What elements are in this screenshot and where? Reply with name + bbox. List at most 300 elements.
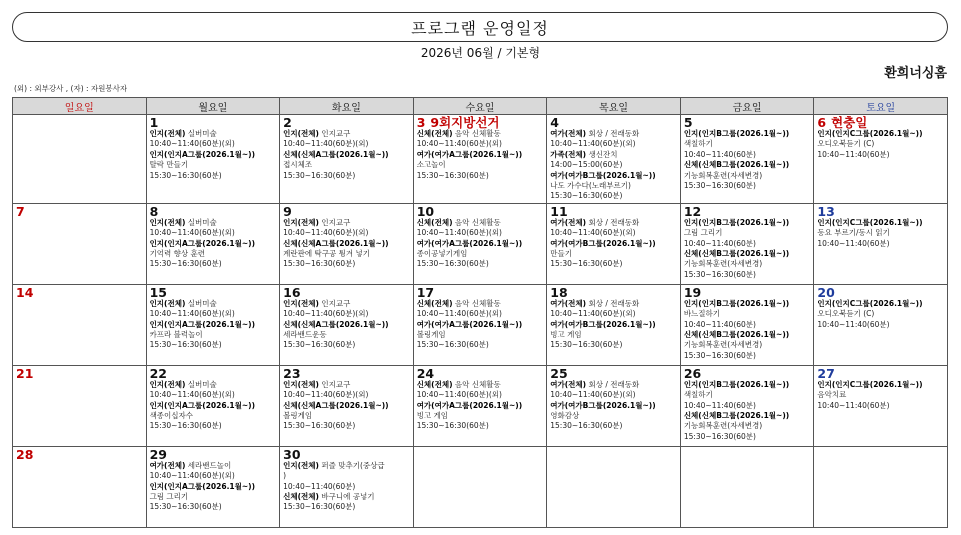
program-detail: 실버미술 (185, 217, 217, 227)
day-number (16, 448, 143, 461)
program-line (684, 139, 811, 149)
day-number-text: 11 (550, 203, 568, 219)
calendar-day-cell (13, 365, 147, 446)
program-line (283, 299, 410, 309)
program-line (417, 411, 544, 421)
program-detail: 15:30~16:30(60분) (149, 259, 222, 269)
program-line (283, 502, 410, 512)
program-line (283, 471, 410, 481)
program-line (283, 150, 410, 160)
program-category: 신체(전체) (283, 492, 319, 502)
program-line (417, 309, 544, 319)
calendar-day-cell (413, 365, 547, 446)
program-detail: 기능회복훈련(자세변경) (683, 340, 763, 350)
program-line (684, 228, 811, 238)
program-line (817, 150, 944, 160)
calendar-day-cell (280, 203, 414, 284)
program-detail: 카프라 블럭놀이 (149, 330, 203, 340)
program-line (150, 218, 277, 228)
calendar-table (12, 97, 948, 528)
program-line (817, 390, 944, 400)
program-line (417, 320, 544, 330)
program-detail: 색칠하기 (683, 390, 713, 400)
day-number-text: 1 (149, 115, 159, 130)
program-line (684, 401, 811, 411)
day-number-text: 29 (149, 446, 167, 462)
program-line (417, 218, 544, 228)
program-line (417, 171, 544, 181)
day-number-text: 16 (283, 284, 301, 300)
day-number (684, 286, 811, 299)
day-number-text: 17 (416, 284, 435, 300)
calendar-day-cell (146, 446, 280, 527)
program-line (417, 421, 544, 431)
program-detail: 탈락 만들기 (149, 160, 189, 170)
calendar-week-row (13, 446, 948, 527)
program-category: 인지(인지C그룹(2026.1월~)) (817, 129, 923, 138)
program-detail: ) (283, 471, 287, 481)
program-category: 인지(인지A그룹(2026.1월~)) (149, 149, 256, 159)
day-number (550, 116, 677, 129)
day-number-text: 15 (149, 284, 167, 300)
calendar-day-cell (814, 446, 948, 527)
day-number (150, 286, 277, 299)
program-line (550, 320, 677, 330)
program-category: 인지(인지A그룹(2026.1월~)) (149, 400, 256, 410)
program-detail: 볼링게임 (416, 330, 446, 340)
program-line (417, 340, 544, 350)
program-detail: 영화감상 (550, 411, 580, 421)
program-line (550, 218, 677, 228)
program-category: 인지(인지C그룹(2026.1월~)) (817, 217, 923, 227)
day-number (283, 116, 410, 129)
program-line (684, 218, 811, 228)
calendar-week-row (13, 365, 948, 446)
program-line (550, 228, 677, 238)
program-line (150, 390, 277, 400)
program-line (283, 330, 410, 340)
program-detail: 종이공넣기게임 (416, 249, 468, 259)
program-line (684, 421, 811, 431)
program-line (550, 239, 677, 249)
day-number (550, 205, 677, 218)
program-line (417, 330, 544, 340)
holiday-label: 9회지방선거 (430, 115, 500, 130)
day-number-text: 21 (16, 365, 34, 381)
program-line (684, 340, 811, 350)
page-title: 프로그램 운영일정 (411, 18, 549, 38)
calendar-day-cell (547, 365, 681, 446)
day-number-text: 30 (283, 446, 301, 462)
day-number (150, 367, 277, 380)
program-line (283, 401, 410, 411)
program-detail: 15:30~16:30(60분) (283, 502, 356, 512)
day-number-text: 27 (817, 365, 835, 381)
program-detail: 오디오북듣기 (C) (817, 309, 875, 319)
day-number-text: 5 (683, 115, 693, 130)
day-number (16, 205, 143, 218)
program-line (417, 259, 544, 269)
day-number (417, 205, 544, 218)
day-number-text: 25 (550, 365, 568, 381)
schedule-title-box (12, 12, 948, 42)
day-number-text: 24 (416, 365, 435, 381)
day-number (417, 116, 544, 129)
program-category: 여가(여가B그룹(2026.1월~)) (550, 400, 656, 410)
program-detail: 퍼즐 맞추기(중상급 (318, 460, 385, 470)
program-line (684, 249, 811, 259)
program-category: 인지(전체) (283, 298, 319, 308)
program-category: 신체(신체B그룹(2026.1월~)) (683, 411, 790, 421)
day-number (283, 286, 410, 299)
program-line (817, 228, 944, 238)
program-detail: 음악 신체활동 (452, 298, 501, 308)
program-detail: 10:40~11:40(60분)(외) (416, 390, 502, 400)
program-detail: 15:30~16:30(60분) (416, 340, 489, 350)
program-detail: 인지교구 (318, 379, 351, 389)
program-category: 인지(인지B그룹(2026.1월~)) (683, 379, 790, 389)
program-line (283, 390, 410, 400)
program-line (150, 461, 277, 471)
program-line (283, 228, 410, 238)
calendar-day-cell (680, 284, 814, 365)
day-number (283, 205, 410, 218)
program-detail: 빙고 게임 (416, 411, 449, 421)
program-line (150, 401, 277, 411)
program-detail: 10:40~11:40(60분)(외) (149, 471, 235, 481)
program-detail: 기능회복훈련(자세변경) (683, 170, 763, 180)
program-detail: 10:40~11:40(60분) (817, 319, 890, 329)
program-detail: 색종이십자수 (149, 411, 194, 421)
calendar-day-cell (413, 446, 547, 527)
calendar-day-cell (814, 365, 948, 446)
program-line (817, 218, 944, 228)
program-line (684, 299, 811, 309)
program-detail: 10:40~11:40(60분)(외) (149, 139, 235, 149)
program-detail: 10:40~11:40(60분) (283, 481, 356, 491)
day-number (150, 116, 277, 129)
program-category: 신체(신체A그룹(2026.1월~)) (283, 149, 389, 159)
program-line (684, 129, 811, 139)
program-line (550, 150, 677, 160)
calendar-day-cell (280, 284, 414, 365)
program-category: 인지(전체) (149, 129, 186, 138)
program-category: 신체(전체) (416, 217, 453, 227)
program-line (550, 411, 677, 421)
day-number (283, 448, 410, 461)
program-line (550, 160, 677, 170)
program-detail: 10:40~11:40(60분)(외) (283, 390, 369, 400)
program-line (150, 411, 277, 421)
program-line (150, 340, 277, 350)
program-line (550, 129, 677, 139)
program-detail: 기능회복훈련(자세변경) (683, 259, 763, 269)
program-line (150, 228, 277, 238)
program-detail: 15:30~16:30(60분) (283, 259, 356, 269)
calendar-day-cell (547, 203, 681, 284)
calendar-day-cell (146, 203, 280, 284)
day-number-text: 2 (283, 115, 292, 130)
program-detail: 15:30~16:30(60분) (550, 191, 623, 201)
program-line (684, 390, 811, 400)
program-detail: 10:40~11:40(60분)(외) (550, 309, 636, 319)
program-detail: 15:30~16:30(60분) (283, 170, 356, 180)
program-line (283, 492, 410, 502)
program-detail: 10:40~11:40(60분)(외) (149, 228, 235, 238)
program-line (550, 139, 677, 149)
day-number (550, 367, 677, 380)
program-category: 인지(인지B그룹(2026.1월~)) (683, 129, 790, 138)
program-line (283, 380, 410, 390)
program-line (684, 351, 811, 361)
calendar-day-cell (13, 446, 147, 527)
day-number-text: 8 (149, 203, 159, 219)
day-number-text: 14 (16, 284, 34, 300)
program-detail: 그림 그리기 (149, 492, 189, 502)
day-number (16, 367, 143, 380)
program-line (684, 309, 811, 319)
program-category: 여가(여가A그룹(2026.1월~)) (416, 149, 523, 159)
program-line (550, 401, 677, 411)
program-detail: 15:30~16:30(60분) (149, 340, 222, 350)
program-line (550, 191, 677, 201)
calendar-day-cell (680, 446, 814, 527)
program-line (150, 299, 277, 309)
program-line (684, 239, 811, 249)
program-line (417, 139, 544, 149)
program-line (417, 380, 544, 390)
calendar-week-row (13, 203, 948, 284)
program-detail: 실버미술 (185, 129, 217, 138)
program-line (283, 320, 410, 330)
program-line (283, 340, 410, 350)
calendar-day-cell (13, 284, 147, 365)
program-category: 신체(신체B그룹(2026.1월~)) (683, 160, 790, 170)
program-line (684, 380, 811, 390)
program-line (550, 299, 677, 309)
program-detail: 10:40~11:40(60분)(외) (416, 139, 502, 149)
program-category: 신체(전체) (416, 129, 453, 138)
program-line (684, 259, 811, 269)
day-number (684, 116, 811, 129)
program-line (417, 299, 544, 309)
program-category: 여가(여가A그룹(2026.1월~)) (416, 319, 523, 329)
program-category: 신체(신체B그룹(2026.1월~)) (683, 330, 790, 340)
day-number-text: 28 (16, 446, 34, 462)
program-line (417, 160, 544, 170)
calendar-day-cell (547, 446, 681, 527)
program-detail: 10:40~11:40(60분)(외) (550, 228, 636, 238)
program-detail: 음악 신체활동 (452, 129, 501, 138)
day-number-text: 22 (149, 365, 167, 381)
program-detail: 동요 부르기/동시 읽기 (817, 228, 890, 238)
program-line (150, 421, 277, 431)
day-number-text: 3 (416, 115, 426, 130)
holiday-label: 현충일 (831, 115, 868, 130)
program-detail: 만들기 (550, 249, 572, 259)
program-line (150, 502, 277, 512)
program-detail: 15:30~16:30(60분) (149, 502, 222, 512)
program-category: 신체(신체B그룹(2026.1월~)) (683, 249, 790, 259)
day-number (817, 367, 944, 380)
program-line (684, 181, 811, 191)
program-detail: 15:30~16:30(60분) (550, 259, 623, 269)
program-line (150, 380, 277, 390)
program-line (417, 239, 544, 249)
program-line (283, 421, 410, 431)
program-line (817, 309, 944, 319)
program-line (417, 401, 544, 411)
program-line (417, 249, 544, 259)
program-line (417, 228, 544, 238)
calendar-day-cell (280, 115, 414, 204)
program-detail: 음악 신체활동 (452, 217, 501, 227)
program-detail: 세라밴드놀이 (185, 460, 232, 470)
program-detail: 오디오북듣기 (C) (817, 139, 875, 149)
program-line (283, 218, 410, 228)
program-category: 인지(전체) (149, 298, 186, 308)
weekday-thursday: 목요일 (547, 98, 681, 115)
day-number-text: 26 (683, 365, 702, 381)
program-category: 인지(전체) (149, 217, 186, 227)
program-detail: 10:40~11:40(60분)(외) (149, 390, 235, 400)
day-number (684, 205, 811, 218)
program-line (283, 239, 410, 249)
program-detail: 10:40~11:40(60분) (683, 319, 756, 329)
program-category: 여가(여가B그룹(2026.1월~)) (550, 170, 656, 180)
day-number-text: 7 (16, 203, 25, 219)
program-category: 인지(인지C그룹(2026.1월~)) (817, 298, 923, 308)
program-line (550, 171, 677, 181)
program-detail: 생신잔치 (586, 149, 618, 159)
program-category: 신체(전체) (416, 298, 453, 308)
calendar-day-cell (814, 284, 948, 365)
program-detail: 15:30~16:30(60분) (550, 340, 623, 350)
program-line (684, 411, 811, 421)
program-line (283, 249, 410, 259)
program-line (684, 432, 811, 442)
calendar-day-cell (280, 365, 414, 446)
program-line (150, 239, 277, 249)
program-line (283, 309, 410, 319)
program-line (817, 380, 944, 390)
program-line (150, 160, 277, 170)
program-category: 가족(전체) (550, 149, 587, 159)
program-detail: 15:30~16:30(60분) (283, 421, 356, 431)
day-number (150, 448, 277, 461)
calendar-day-cell (13, 115, 147, 204)
program-category: 인지(전체) (283, 460, 319, 470)
program-line (283, 411, 410, 421)
program-detail: 바느질하기 (683, 309, 721, 319)
program-category: 신체(신체A그룹(2026.1월~)) (283, 400, 389, 410)
program-detail: 10:40~11:40(60분)(외) (416, 228, 502, 238)
program-detail: 회상 / 전래동화 (586, 129, 640, 138)
program-category: 여가(전체) (550, 129, 587, 138)
day-number-text: 13 (817, 203, 835, 219)
weekday-friday: 금요일 (680, 98, 814, 115)
calendar-day-cell (413, 284, 547, 365)
program-detail: 15:30~16:30(60분) (683, 181, 756, 191)
program-detail: 10:40~11:40(60분)(외) (283, 309, 369, 319)
program-detail: 인지교구 (318, 217, 351, 227)
program-line (150, 492, 277, 502)
program-detail: 10:40~11:40(60분)(외) (283, 228, 369, 238)
program-line (684, 330, 811, 340)
program-detail: 회상 / 전래동화 (586, 298, 640, 308)
day-number (16, 286, 143, 299)
calendar-day-cell (146, 365, 280, 446)
program-category: 인지(인지B그룹(2026.1월~)) (683, 217, 790, 227)
program-line (150, 150, 277, 160)
program-line (550, 380, 677, 390)
calendar-day-cell (146, 115, 280, 204)
program-detail: 15:30~16:30(60분) (149, 421, 222, 431)
calendar-week-row (13, 284, 948, 365)
program-detail: 나도 가수다(노래부르기) (550, 181, 631, 191)
calendar-day-cell (680, 365, 814, 446)
program-line (283, 171, 410, 181)
day-number-text: 4 (550, 115, 559, 130)
calendar-day-cell (146, 284, 280, 365)
day-number-text: 10 (416, 203, 435, 219)
program-line (417, 150, 544, 160)
day-number (817, 286, 944, 299)
program-detail: 10:40~11:40(60분) (683, 238, 756, 248)
program-detail: 10:40~11:40(60분) (817, 400, 890, 410)
calendar-day-cell (413, 115, 547, 204)
calendar-day-cell (680, 203, 814, 284)
program-line (150, 139, 277, 149)
program-line (684, 270, 811, 280)
day-number (417, 286, 544, 299)
program-detail: 15:30~16:30(60분) (550, 421, 623, 431)
program-line (417, 129, 544, 139)
program-line (550, 249, 677, 259)
weekday-sunday: 일요일 (13, 98, 147, 115)
program-line (550, 259, 677, 269)
program-detail: 그림 그리기 (683, 228, 723, 238)
weekday-monday: 월요일 (146, 98, 280, 115)
program-detail: 10:40~11:40(60분)(외) (149, 309, 235, 319)
program-detail: 회상 / 전래동화 (586, 379, 640, 389)
program-category: 인지(전체) (283, 379, 319, 389)
program-detail: 음악치료 (817, 390, 847, 400)
program-category: 신체(전체) (416, 379, 453, 389)
weekday-wednesday: 수요일 (413, 98, 547, 115)
program-category: 여가(여가B그룹(2026.1월~)) (550, 319, 656, 329)
calendar-day-cell (680, 115, 814, 204)
program-detail: 실버미술 (185, 379, 217, 389)
program-line (150, 471, 277, 481)
program-detail: 볼링게임 (283, 411, 313, 421)
day-number-text: 18 (550, 284, 568, 300)
calendar-day-cell (413, 203, 547, 284)
weekday-saturday: 토요일 (814, 98, 948, 115)
program-category: 여가(여가A그룹(2026.1월~)) (416, 400, 523, 410)
program-line (817, 139, 944, 149)
calendar-day-cell (814, 115, 948, 204)
legend-note: (외) : 외부강사 , (자) : 자원봉사자 (14, 84, 128, 93)
program-category: 여가(전체) (550, 217, 587, 227)
program-category: 인지(전체) (283, 217, 319, 227)
program-line (283, 461, 410, 471)
program-detail: 기억력 향상 훈련 (149, 249, 206, 259)
program-category: 여가(전체) (149, 460, 186, 470)
day-number (150, 205, 277, 218)
program-category: 여가(전체) (550, 379, 587, 389)
program-detail: 계란판에 탁구공 튕겨 넣기 (283, 249, 370, 259)
